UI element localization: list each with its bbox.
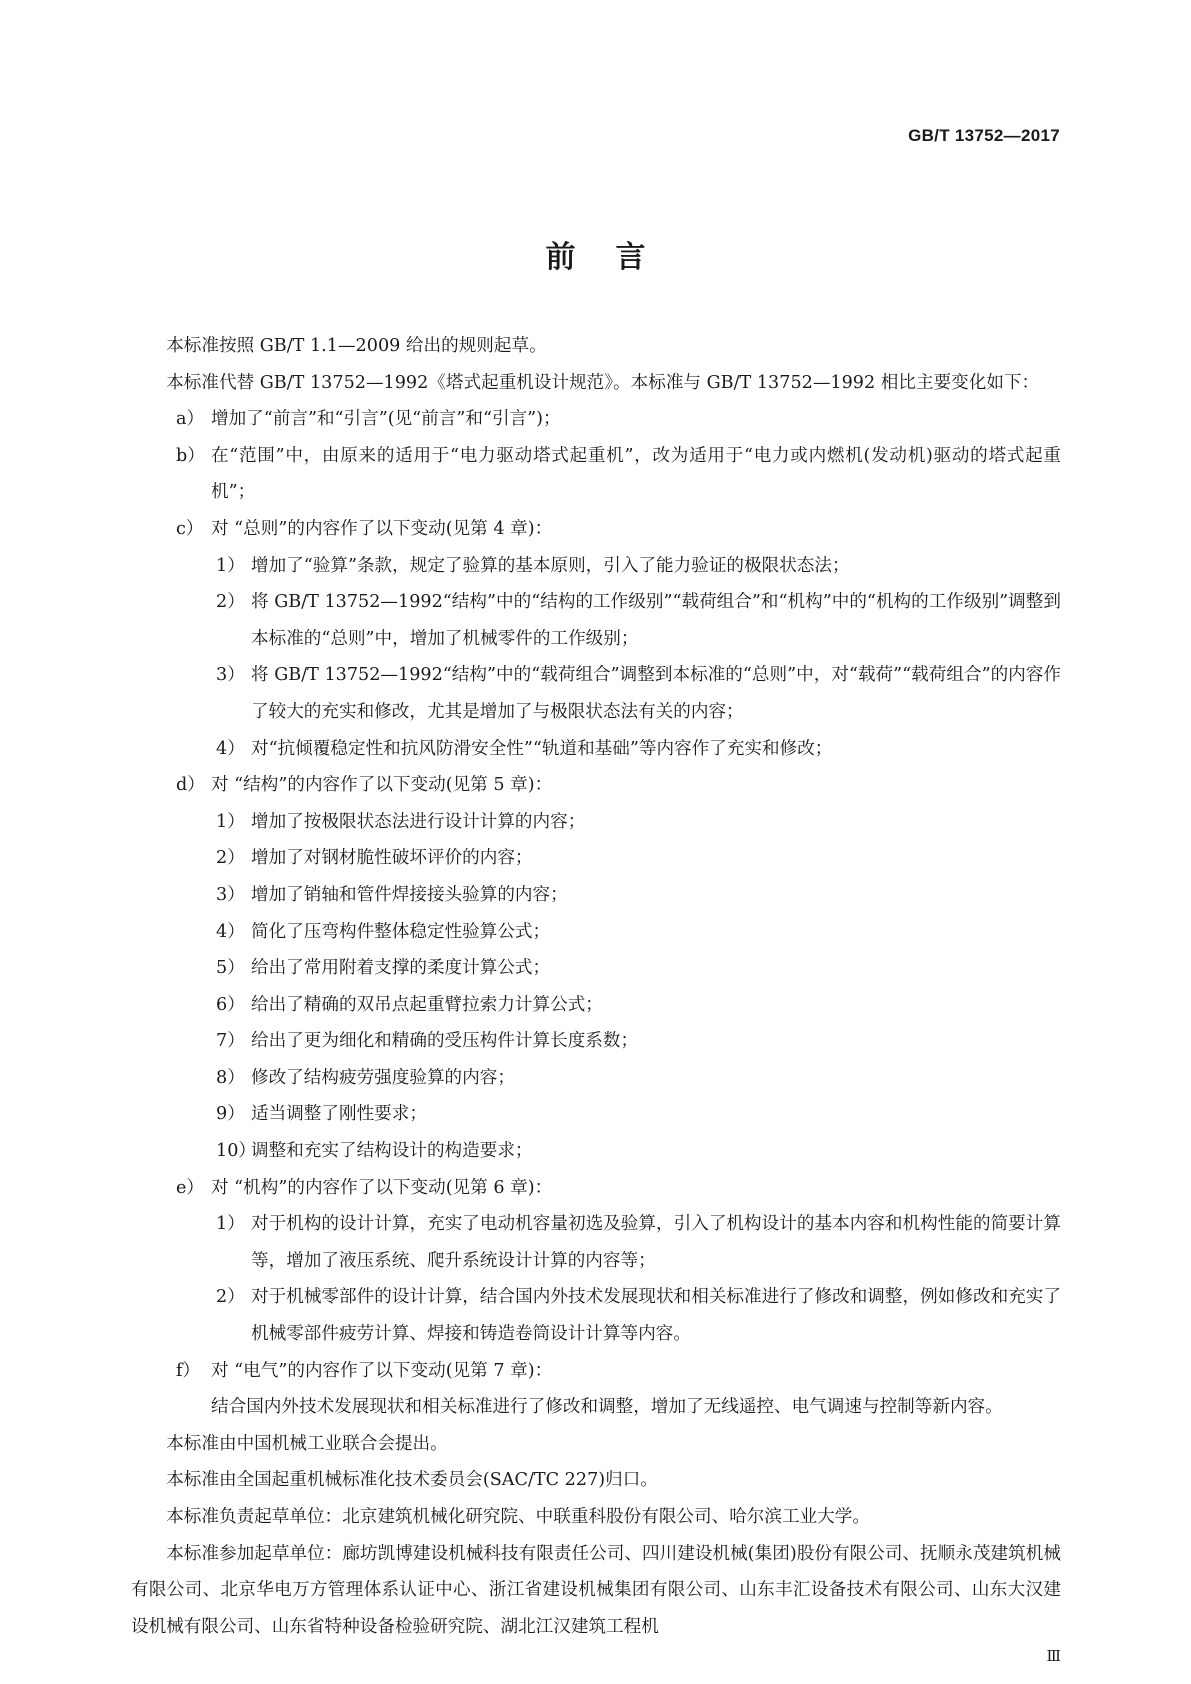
sub-item [131,1023,1061,1060]
list-marker: 5） [216,958,245,979]
list-marker: a） [176,409,205,430]
list-marker: 6） [216,994,245,1015]
paragraph: 本标准由中国机械工业联合会提出。 [166,1433,448,1454]
standard-code: GB/T 13752—2017 [908,126,1060,145]
list-marker: d） [176,775,205,796]
list-marker: b） [176,445,205,466]
list-text: 对 “总则”的内容作了以下变动(见第 4 章)： [211,518,553,539]
list-text: 给出了精确的双吊点起重臂拉索力计算公式； [251,994,603,1015]
sub-item [131,1206,1061,1279]
list-text: 调整和充实了结构设计的构造要求； [251,1141,533,1162]
page-title: 前言 [545,240,686,275]
list-marker: 2） [216,1287,245,1308]
paragraph: 本标准负责起草单位：北京建筑机械化研究院、中联重科股份有限公司、哈尔滨工业大学。 [166,1507,870,1527]
list-marker: c） [176,518,204,539]
list-marker: 3） [216,884,245,905]
list-text: 给出了常用附着支撑的柔度计算公式； [251,958,551,979]
sub-item [131,987,1061,1024]
list-marker: 1） [216,555,245,576]
list-marker: 4） [216,921,245,942]
list-marker: 1） [216,1214,245,1235]
list-text: 在“范围”中，由原来的适用于“电力驱动塔式起重机”，改为适用于“电力或内燃机(发动机)驱动的塔式起重机”； [211,445,1061,503]
list-marker: f） [176,1360,201,1381]
list-marker: 2） [216,848,245,869]
list-text: 对于机械零部件的设计计算，结合国内外技术发展现状和相关标准进行了修改和调整，例如修改和充实了机械零部件疲劳计算、焊接和铸造卷筒设计计算等内容。 [251,1287,1061,1345]
list-text: 增加了“验算”条款，规定了验算的基本原则，引入了能力验证的极限状态法； [251,555,850,576]
sub-item [131,1060,1061,1097]
sub-item [131,840,1061,877]
list-marker: 7） [216,1031,245,1052]
list-text: 简化了压弯构件整体稳定性验算公式； [251,921,551,942]
list-text: 增加了对钢材脆性破坏评价的内容； [251,848,533,869]
list-text: 增加了按极限状态法进行设计计算的内容； [251,811,586,832]
list-text: 对 “电气”的内容作了以下变动(见第 7 章)： [211,1360,553,1381]
list-text: 对 “结构”的内容作了以下变动(见第 5 章)： [211,775,553,796]
sub-item [131,1133,1061,1170]
list-marker: e） [176,1177,205,1198]
list-item-b [131,438,1061,511]
list-marker: 8） [216,1067,245,1088]
sub-item [131,914,1061,951]
paragraph: 本标准代替 GB/T 13752—1992《塔式起重机设计规范》。本标准与 GB/T 13752—1992 相比主要变化如下： [166,372,1040,393]
paragraph: 本标准由全国起重机械标准化技术委员会(SAC/TC 227)归口。 [166,1470,658,1491]
list-item-f [131,1353,1061,1390]
sub-item [131,548,1061,585]
list-item-e [131,1170,1061,1207]
list-continuation: 结合国内外技术发展现状和相关标准进行了修改和调整，增加了无线遥控、电气调速与控制等新内容。 [211,1397,1003,1418]
sub-item [131,950,1061,987]
paragraph: 本标准参加起草单位：廊坊凯博建设机械科技有限责任公司、四川建设机械(集团)股份有限公司、抚顺永茂建筑机械有限公司、北京华电万方管理体系认证中心、浙江省建设机械集团有限公司、山东丰汇设备技术有限公司、山东大汉建设机械有限公司、山东省特种设备检验研究院、湖北江汉建筑工程机 [131,1543,1061,1637]
list-marker: 10） [216,1141,256,1162]
list-text: 增加了“前言”和“引言”(见“前言”和“引言”)； [211,409,561,430]
list-marker: 2） [216,592,245,613]
sub-item [131,584,1061,657]
list-text: 给出了更为细化和精确的受压构件计算长度系数； [251,1031,639,1052]
list-marker: 3） [216,665,245,686]
sub-item [131,1279,1061,1352]
document-body [131,328,1061,1645]
sub-item [131,657,1061,730]
list-text: 对 “机构”的内容作了以下变动(见第 6 章)： [211,1177,553,1198]
list-marker: 9） [216,1104,245,1125]
list-item-c [131,511,1061,548]
sub-item [131,804,1061,841]
list-marker: 1） [216,811,245,832]
paragraph: 本标准按照 GB/T 1.1—2009 给出的规则起草。 [166,336,547,356]
sub-item [131,731,1061,768]
list-text: 将 GB/T 13752—1992“结构”中的“结构的工作级别”“载荷组合”和“机构”中的“机构的工作级别”调整到本标准的“总则”中，增加了机械零件的工作级别； [251,592,1061,649]
list-item-a [131,401,1061,438]
list-text: 修改了结构疲劳强度验算的内容； [251,1067,515,1088]
page-number: Ⅲ [1046,1647,1061,1665]
list-text: 增加了销轴和管件焊接接头验算的内容； [251,884,568,905]
list-text: 对“抗倾覆稳定性和抗风防滑安全性”“轨道和基础”等内容作了充实和修改； [251,738,833,759]
list-text: 对于机构的设计计算，充实了电动机容量初选及验算，引入了机构设计的基本内容和机构性能的简要计算等，增加了液压系统、爬升系统设计计算的内容等； [251,1214,1061,1271]
list-text: 适当调整了刚性要求； [251,1104,427,1125]
list-text: 将 GB/T 13752—1992“结构”中的“载荷组合”调整到本标准的“总则”中，对“载荷”“载荷组合”的内容作了较大的充实和修改，尤其是增加了与极限状态法有关的内容； [251,665,1061,722]
list-marker: 4） [216,738,245,759]
sub-item [131,877,1061,914]
sub-item [131,1096,1061,1133]
list-item-d [131,767,1061,804]
